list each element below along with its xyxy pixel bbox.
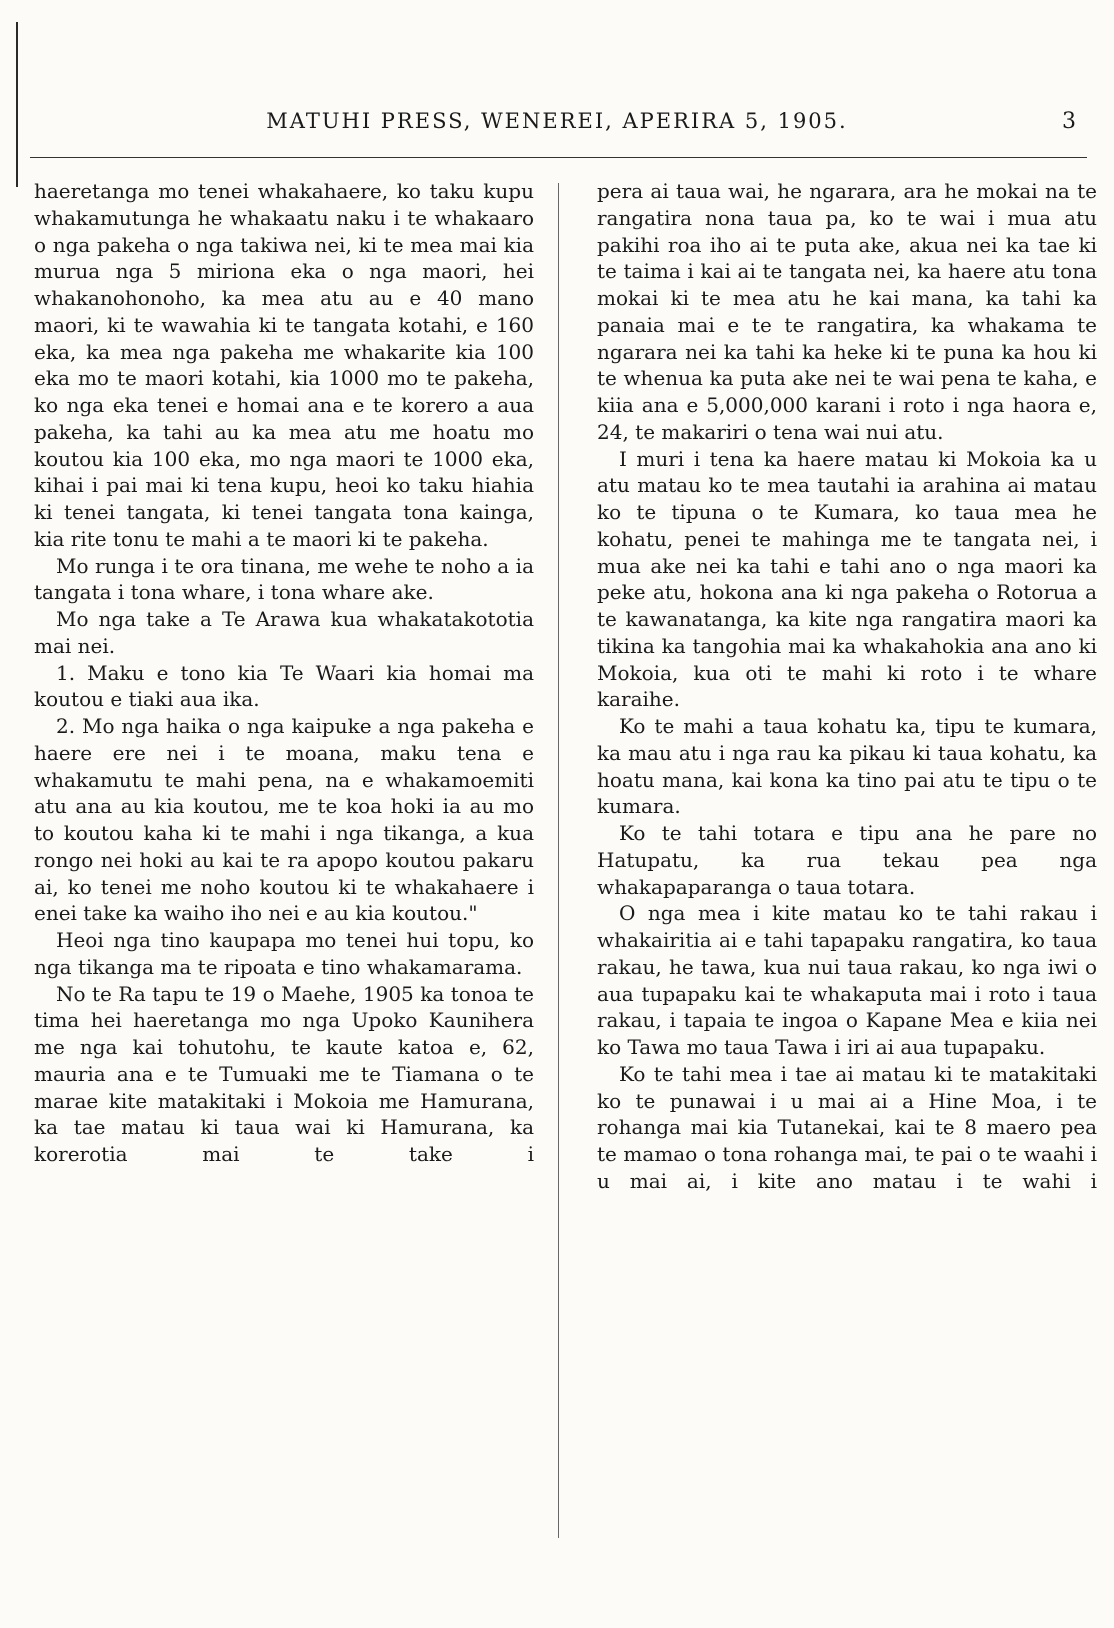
paragraph: No te Ra tapu te 19 o Maehe, 1905 ka tonoa te tima hei haeretanga mo nga Upoko Kaunihera me nga kai tohutohu, te kaute katoa e, 62, mauria ana e te Tumuaki me te Tiamana o te marae kite matakitaki i Mokoia me Hamurana, ka tae matau ki taua wai ki Hamurana, ka korerotia mai te take i	[34, 981, 534, 1166]
paragraph: haeretanga mo tenei whakahaere, ko taku kupu whakamutunga he whakaatu naku i te whakaaro o nga pakeha o nga takiwa nei, ki te mea mai kia murua nga 5 miriona eka o nga maori, hei whakanohonoho, ka mea atu au e 40 mano maori, ki te wawahia ki te tangata kotahi, e 160 eka, ka mea nga pakeha me whakarite kia 100 eka mo te maori kotahi, kia 1000 mo te pakeha, ko nga eka tenei e homai ana e te korero a aua pakeha, ka tahi au ka mea atu me hoatu mo koutou kia 100 eka, mo nga maori te 1000 eka, kihai i pai mai ki tena kupu, heoi ko taku hiahia ki tenei tangata, ki tenei tangata tona kainga, kia rite tonu te mahi a te maori ki te pakeha.	[34, 179, 534, 551]
masthead	[0, 103, 1114, 139]
paragraph: O nga mea i kite matau ko te tahi rakau i whakairitia ai e tahi tapapaku rangatira, ko taua rakau, he tawa, kua nui taua rakau, ko nga iwi o aua tupapaku kai te whakaputa mai i roto i taua rakau, i tapaia te ingoa o Kapane Mea e kiia nei ko Tawa mo taua Tawa i iri ai aua tupapaku.	[597, 901, 1097, 1059]
paragraph: 1. Maku e tono kia Te Waari kia homai ma koutou e tiaki aua ika.	[34, 660, 534, 712]
paragraph: I muri i tena ka haere matau ki Mokoia ka u atu matau ko te mea tautahi ia arahina ai matau ko te tipuna o te Kumara, ko taua mea he kohatu, penei te mahinga me te tangata nei, i mua ake nei ka tahi e tahi ano o nga maori ka peke atu, hokona ana ki nga pakeha o Rotorua a te kawanatanga, ka kite nga rangatira maori ka tikina ka tangohia mai ka whakahokia ana ano ki Mokoia, kua oti te mahi ki roto i te whare karaihe.	[597, 446, 1097, 712]
paragraph: Mo runga i te ora tinana, me wehe te noho a ia tangata i tona whare, i tona whare ake.	[34, 553, 534, 605]
paragraph: 2. Mo nga haika o nga kaipuke a nga pakeha e haere ere nei i te moana, maku tena e whakamutu te mahi pena, na e whakamoemiti atu ana au kia koutou, me te koa hoki ia au mo to koutou kaha ki te mahi i nga tikanga, a kua rongo nei hoki au kai te ra apopo koutou pakaru ai, ko tenei me noho koutou ki te whakahaere i enei take ka waiho iho nei e au kia koutou."	[34, 714, 534, 926]
paragraph: Mo nga take a Te Arawa kua whakatakototia mai nei.	[34, 607, 534, 658]
paragraph: Ko te tahi totara e tipu ana he pare no Hatupatu, ka rua tekau pea nga whakapaparanga o taua totara.	[597, 821, 1097, 899]
paragraph: Ko te mahi a taua kohatu ka, tipu te kumara, ka mau atu i nga rau ka pikau ki taua kohatu, ka hoatu mana, kai kona ka tino pai atu te tipu o te kumara.	[597, 714, 1097, 819]
column-divider	[558, 183, 559, 1538]
right-column	[597, 178, 1097, 1195]
header-rule	[30, 157, 1087, 158]
page-number: 3	[1062, 109, 1076, 134]
page-title: MATUHI PRESS, WENEREI, APERIRA 5, 1905.	[266, 109, 848, 133]
left-column	[34, 178, 534, 1168]
paragraph: pera ai taua wai, he ngarara, ara he mokai na te rangatira nona taua pa, ko te wai i mua atu pakihi roa iho ai te puta ake, akua nei ka tae ki te taima i kai ai te tangata nei, ka haere atu tona mokai ki te mea atu he kai mana, ka tahi ka panaia mai e te te rangatira, ka whakama te ngarara nei ka tahi ka heke ki te puna ka hou ki te whenua ka puta ake nei te wai pena te kaha, e kiia ana e 5,000,000 karani i roto i nga haora e, 24, te makariri o tena wai nui atu.	[597, 179, 1097, 444]
paragraph: Ko te tahi mea i tae ai matau ki te matakitaki ko te punawai i u mai ai a Hine Moa, i te rohanga mai kia Tutanekai, kai te 8 maero pea te mamao o tona rohanga mai, te pai o te waahi i u mai ai, i kite ano matau i te wahi i	[597, 1061, 1097, 1193]
paragraph: Heoi nga tino kaupapa mo tenei hui topu, ko nga tikanga ma te ripoata e tino whakamarama.	[34, 928, 534, 979]
